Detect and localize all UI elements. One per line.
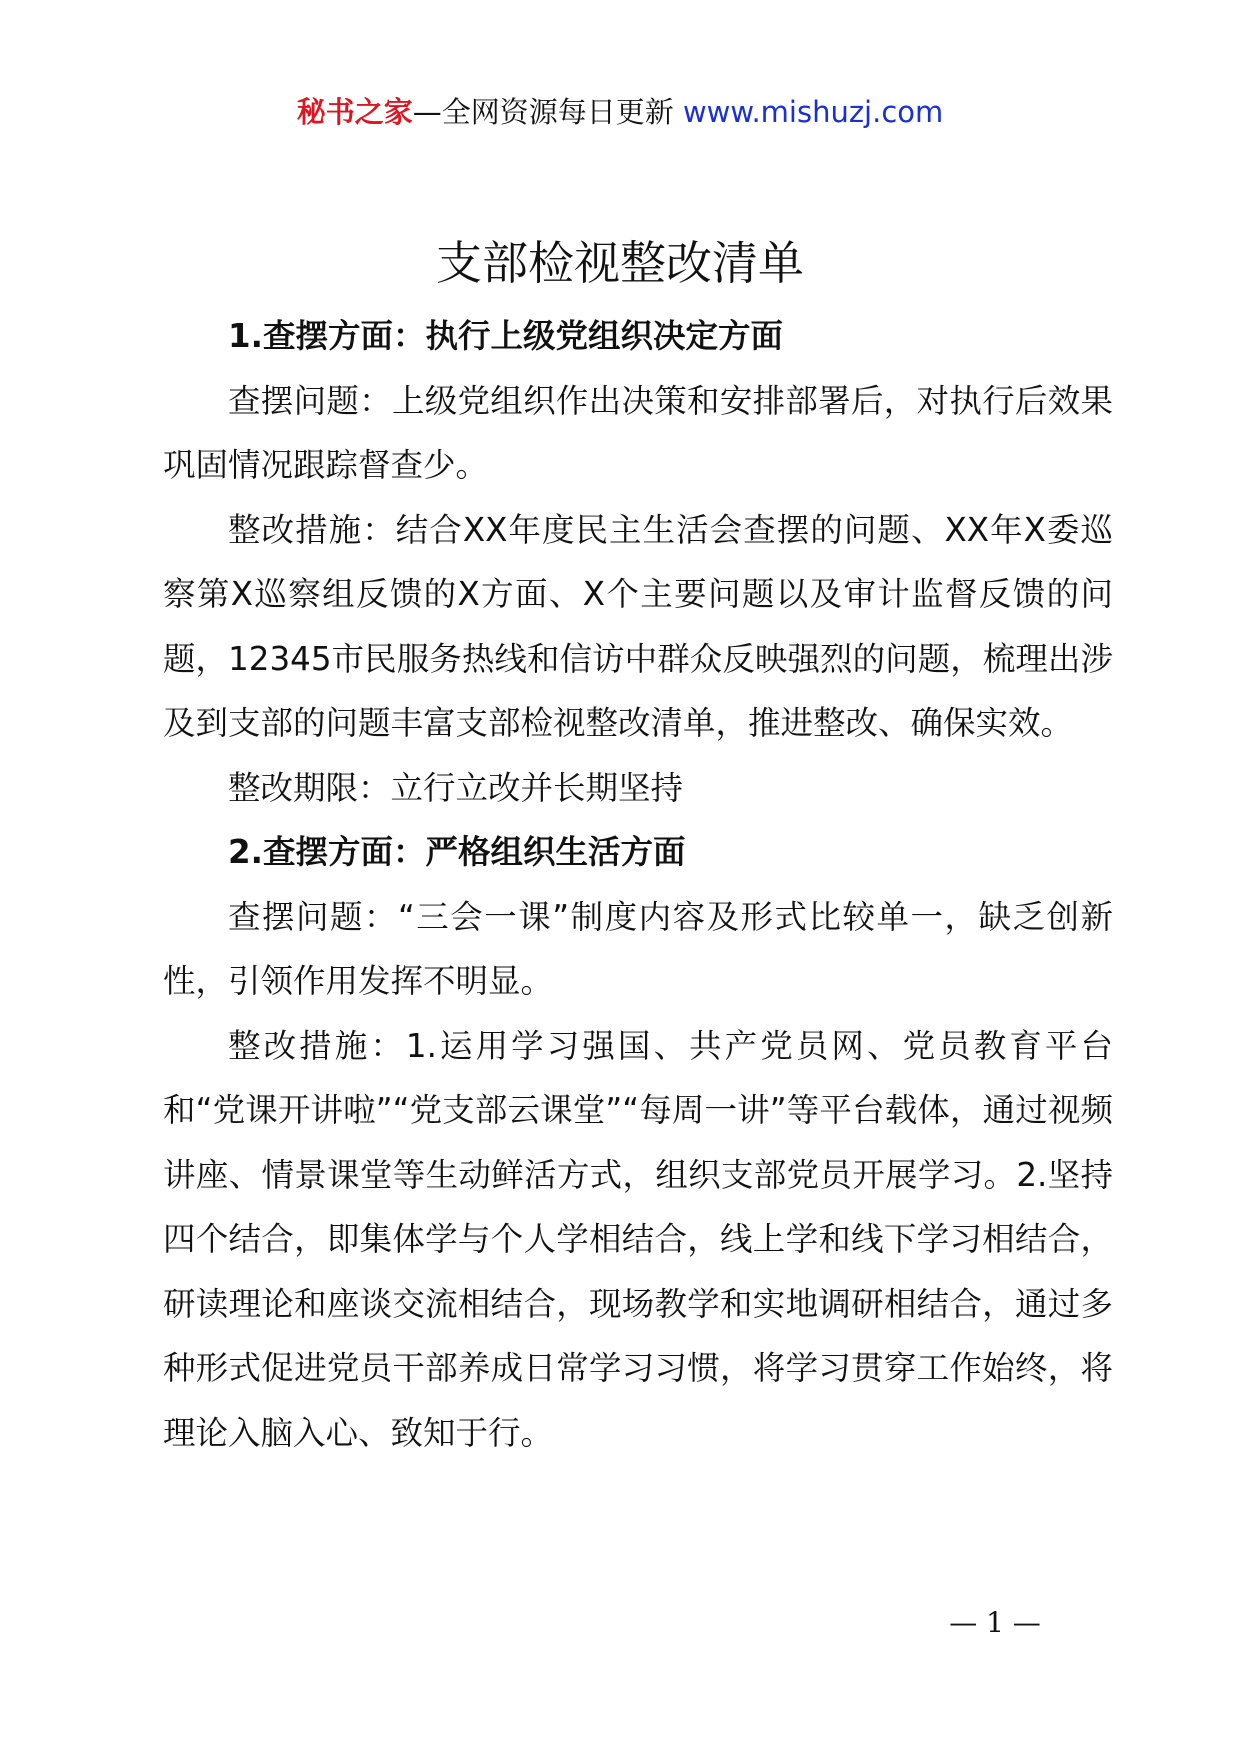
section-2-measure: 整改措施：1.运用学习强国、共产党员网、党员教育平台和“党课开讲啦”“党支部云课堂”“每周一讲”等平台载体，通过视频讲座、情景课堂等生动鲜活方式，组织支部党员开展学习。2.坚持四个结合，即集体学与个人学相结合，线上学和线下学习相结合，研读理论和座谈交流相结合，现场教学和实地调研相结合，通过多种形式促进党员干部养成日常学习习惯，将学习贯穿工作始终，将理论入脑入心、致知于行。 xyxy=(163,1026,1113,1452)
document-body xyxy=(163,304,1113,1465)
section-1-measure: 整改措施：结合XX年度民主生活会查摆的问题、XX年X委巡察第X巡察组反馈的X方面、X个主要问题以及审计监督反馈的问题，12345市民服务热线和信访中群众反映强烈的问题，梳理出涉及到支部的问题丰富支部检视整改清单，推进整改、确保实效。 xyxy=(163,510,1113,742)
site-tagline: —全网资源每日更新 xyxy=(412,95,674,129)
section-1-problem: 查摆问题：上级党组织作出决策和安排部署后，对执行后效果巩固情况跟踪督查少。 xyxy=(163,381,1113,484)
site-url-link[interactable]: www.mishuzj.com xyxy=(682,95,944,129)
section-2-problem: 查摆问题：“三会一课”制度内容及形式比较单一，缺乏创新性，引领作用发挥不明显。 xyxy=(163,897,1113,1000)
site-banner xyxy=(0,92,1240,132)
document-title: 支部检视整改清单 xyxy=(436,236,804,290)
section-1-deadline: 整改期限：立行立改并长期坚持 xyxy=(228,768,684,807)
section-2-heading: 2.查摆方面：严格组织生活方面 xyxy=(228,833,686,871)
page-number: — 1 — xyxy=(949,1606,1041,1639)
section-1-heading: 1.查摆方面：执行上级党组织决定方面 xyxy=(228,317,783,355)
site-brand-name: 秘书之家 xyxy=(296,95,413,129)
